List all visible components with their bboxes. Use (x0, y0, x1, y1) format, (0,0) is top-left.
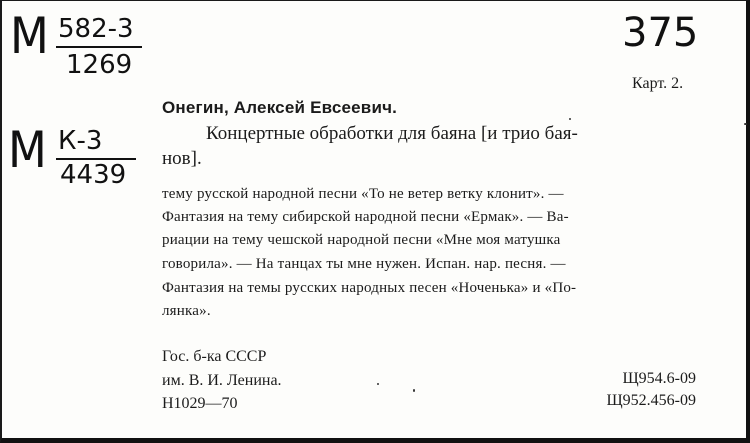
shelfmark-2-bottom: 4439 (60, 160, 127, 190)
contents-line: тему русской народной песни «То не ветер ветку клонит». — (162, 186, 564, 202)
scan-speck (744, 123, 747, 125)
scan-speck (569, 118, 571, 120)
scan-speck (413, 389, 415, 392)
shelfmark-2-letter: М (8, 121, 48, 179)
contents-line: лянка». (162, 303, 211, 319)
scan-speck (377, 383, 379, 385)
shelfmark-1-top: 582-3 (58, 14, 134, 44)
title-line-2: нов]. (162, 148, 202, 169)
shelfmark-1-bottom: 1269 (66, 50, 133, 80)
contents-line: говорила». — На танцах ты мне нужен. Испан. нар. песня. — (162, 256, 566, 272)
library-line: Гос. б-ка СССР (162, 348, 267, 365)
card-label: Карт. 2. (632, 75, 684, 92)
contents-line: Фантазия на тему сибирской народной песни «Ермак». — Ва- (162, 209, 569, 225)
card-number-handwritten: 375 (622, 10, 699, 56)
author-heading: Онегин, Алексей Евсеевич. (162, 98, 398, 117)
shelfmark-1-letter: М (10, 7, 50, 65)
contents-line: риации на тему чешской народной песни «Мне моя матушка (162, 232, 561, 248)
shelfmark-1-divider (56, 46, 142, 48)
contents-line: Фантазия на темы русских народных песен «Ноченька» и «По- (162, 280, 577, 296)
library-line: Н1029—70 (162, 395, 238, 412)
title-line-1: Концертные обработки для баяна [и трио бая- (206, 123, 578, 144)
classification-code: Щ952.456-09 (606, 392, 696, 409)
library-line: им. В. И. Ленина. (162, 372, 282, 389)
classification-code: Щ954.6-09 (622, 370, 696, 387)
shelfmark-2-top: К-3 (58, 126, 103, 156)
